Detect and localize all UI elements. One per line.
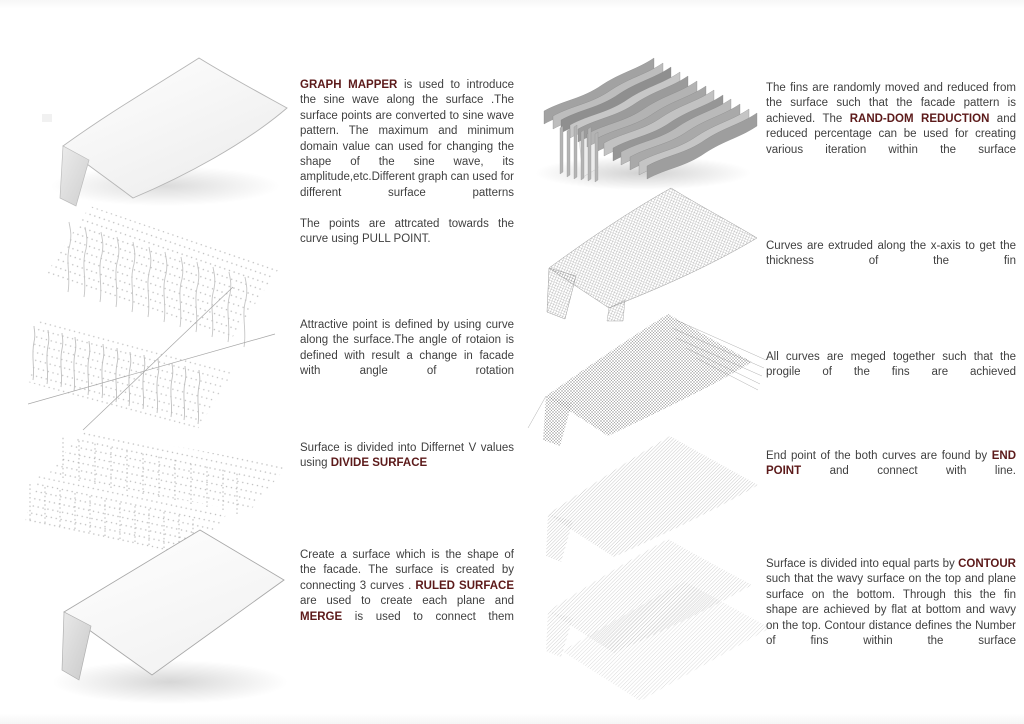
step-text-divide-surface (300, 441, 514, 472)
step-text-ruled-surface (300, 548, 514, 625)
step-text-attractor (300, 318, 514, 380)
ground-shadow (52, 660, 288, 704)
text-segment: Attractive point is defined by using curve along the surface.The angle of rotaion is defined with result a change in facade with angle of rotation (300, 319, 514, 378)
text-segment: are used to create each plane and (300, 595, 514, 608)
step-text-extrude (766, 239, 1016, 270)
emphasis-term: GRAPH MAPPER (300, 79, 398, 91)
random-fins-model (528, 28, 763, 193)
point-grid-upper (46, 206, 278, 338)
text-segment: is used to connect them (342, 610, 514, 623)
step-text-random-reduction (766, 81, 1016, 158)
step-text-contour (766, 557, 1016, 649)
emphasis-term: END POINT (766, 450, 1016, 478)
text-segment: Create a surface which is the shape of the facade. The surface is created by connecting 3 curves . (300, 549, 514, 592)
text-segment: The points are attrcated towards the curve using PULL POINT. (300, 218, 514, 246)
point-grid-lower (28, 320, 233, 432)
page-bottom-edge (0, 714, 1024, 724)
contour-surfaces-model (532, 533, 772, 713)
text-segment: and connect with line. (801, 465, 1016, 478)
text-segment: Surface is divided into Differnet V values using (300, 442, 514, 470)
emphasis-term: RULED SURFACE (415, 579, 514, 592)
step-text-merge-curves (766, 350, 1016, 381)
text-segment: Surface is divided into equal parts by (766, 558, 959, 570)
pulled-points-diagram (28, 192, 308, 434)
text-segment: The fins are randomly moved and reduced from the surface such that the facade pattern is achieved. The (766, 82, 1016, 125)
text-segment: All curves are meged together such that the progile of the fins are achieved (766, 351, 1016, 379)
flat-top-surface (64, 530, 284, 675)
curved-surface-model (15, 8, 295, 208)
text-segment: such that the wavy surface on the top and plane surface on the bottom. Through this the fin shape are achieved by flat at bottom and wavy on the top. Contour distance defines the Number of fins within the surface (766, 573, 1016, 648)
step-text-graph-mapper (300, 78, 514, 201)
step-text-pull-point (300, 217, 514, 248)
text-segment: End point of the both curves are found by (766, 450, 992, 462)
emphasis-term: RAND-DOM REDUCTION (849, 112, 990, 125)
emphasis-term: CONTOUR (958, 558, 1016, 570)
emphasis-term: DIVIDE SURFACE (330, 457, 428, 470)
merged-curve-surface (546, 314, 752, 436)
text-segment: and reduced percentage can be used for creating various iteration within the surface (766, 112, 1016, 156)
emphasis-term: MERGE (300, 610, 343, 623)
step-text-end-point (766, 449, 1016, 480)
text-segment: Curves are extruded along the x-axis to get the thickness of the fin (766, 240, 1016, 268)
base-surface-model (22, 520, 302, 715)
text-segment: is used to introduce the sine wave along the surface .The surface points are converted to sine wave pattern. The maximum and minimum domain value can used for changing the shape of the sine wave, its amplitude,etc.Different graph can used for different surface patterns (300, 79, 514, 199)
gridded-top-surface (549, 188, 757, 308)
